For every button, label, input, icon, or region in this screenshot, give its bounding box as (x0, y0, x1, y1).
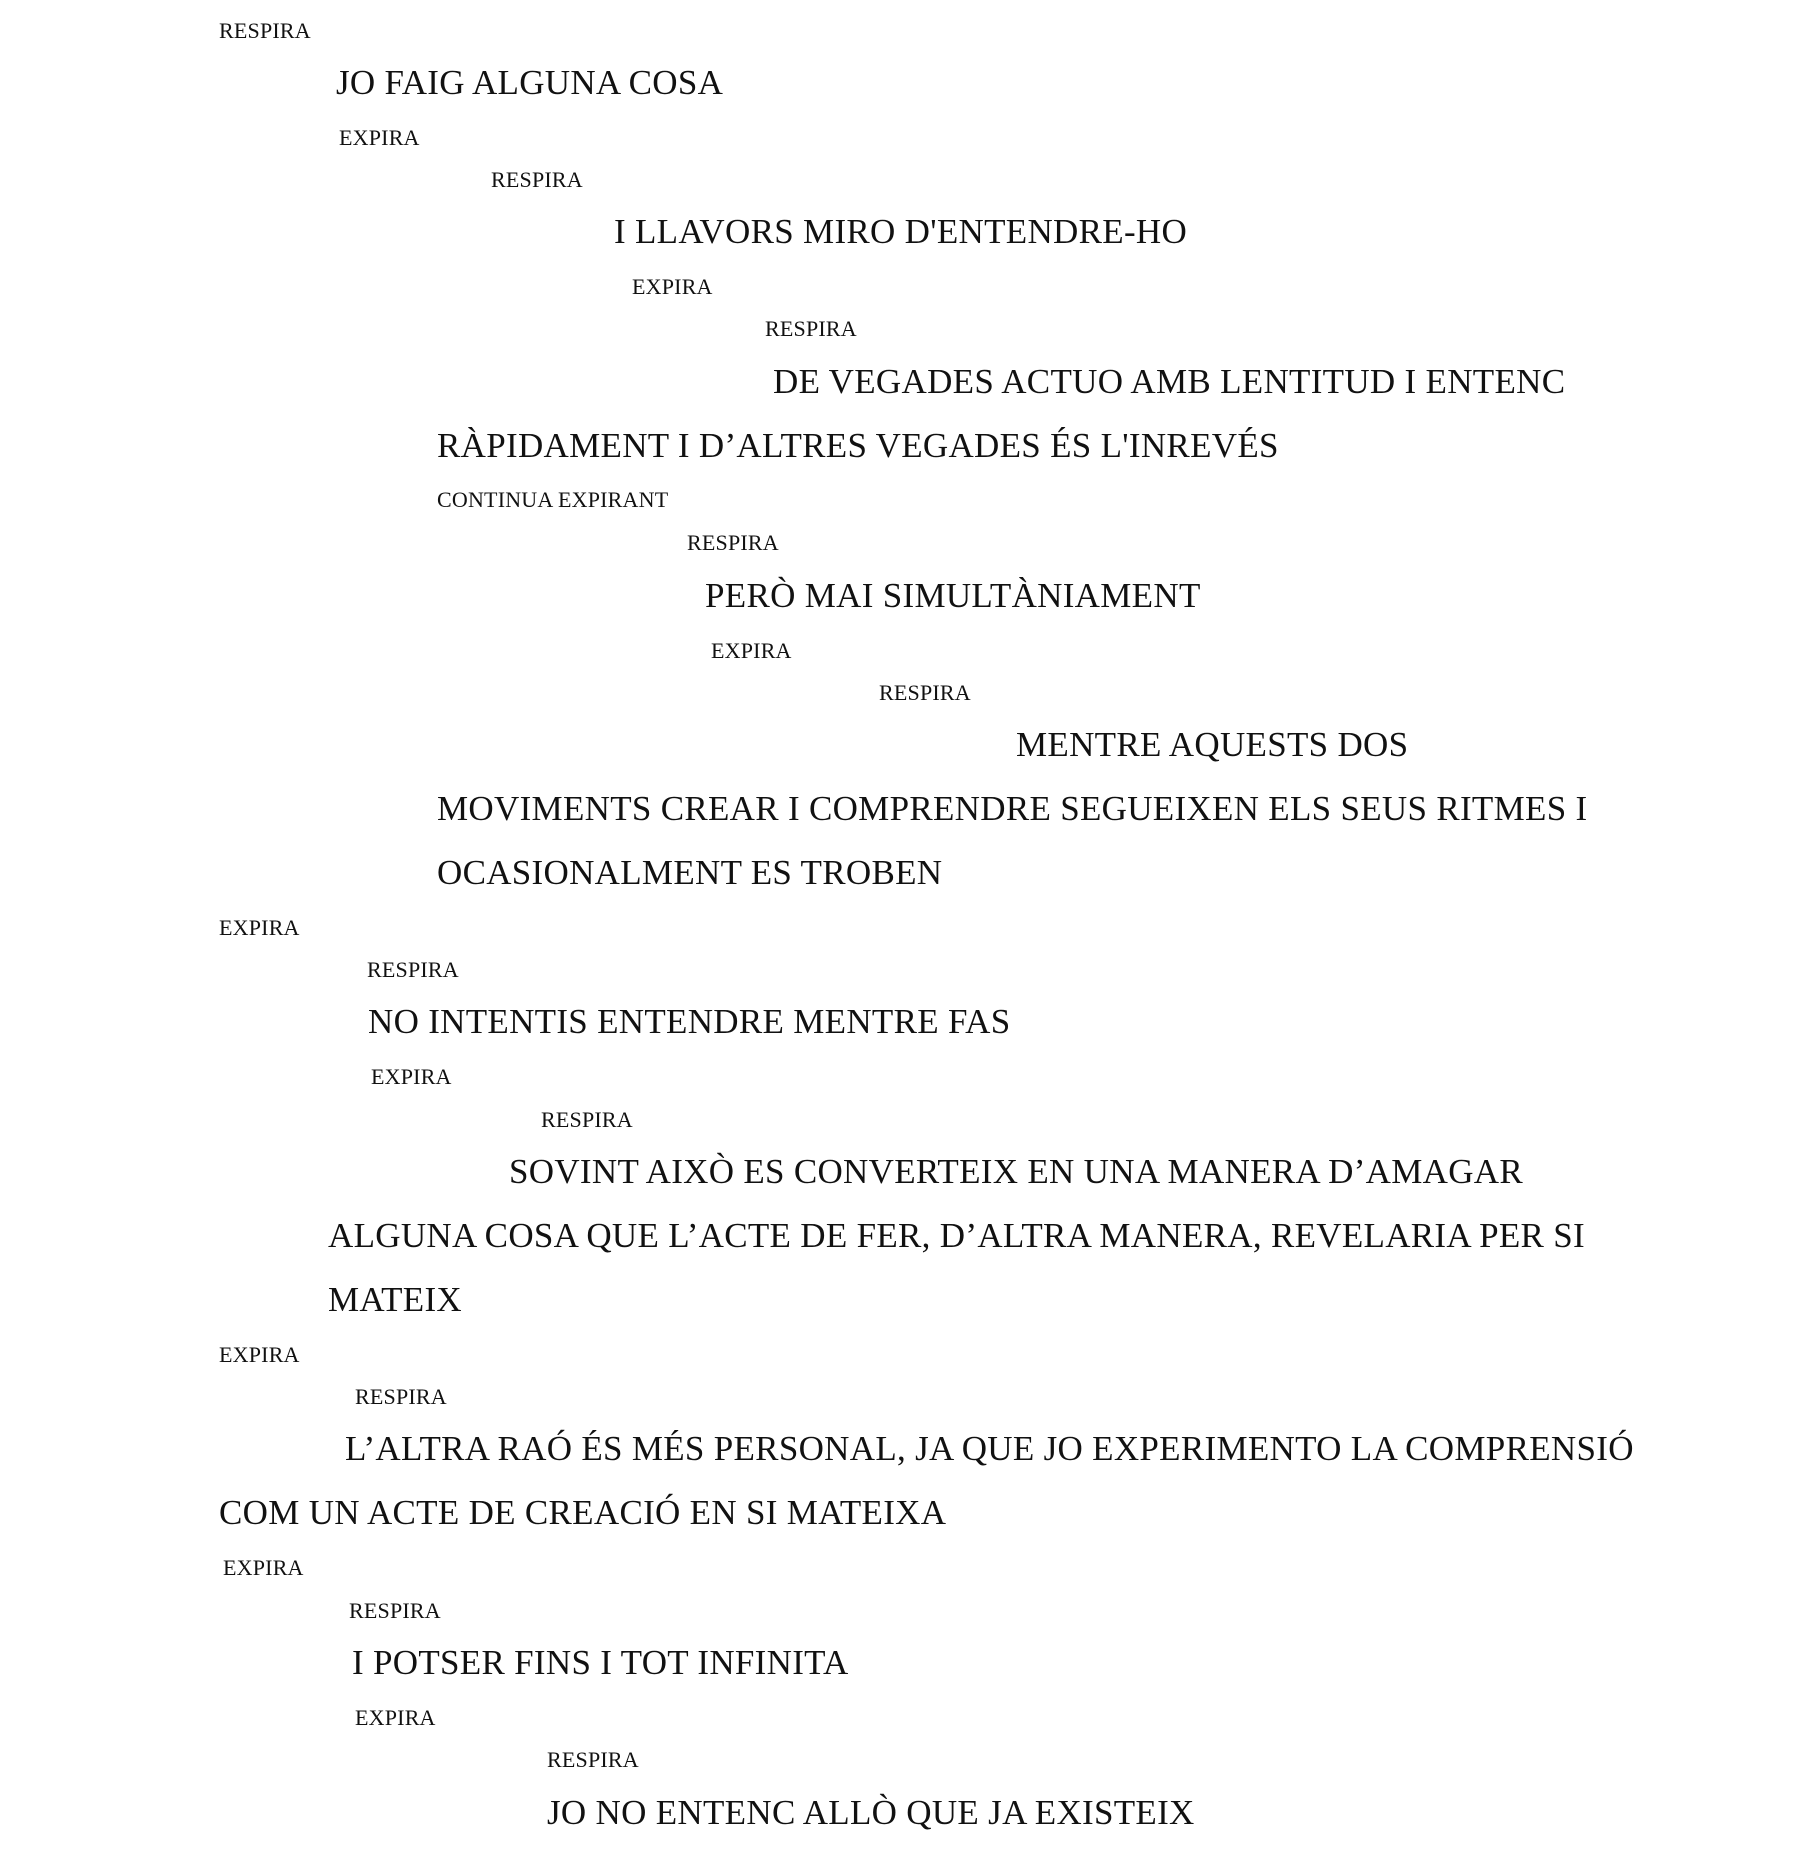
breath-cue-exhale: CONTINUA EXPIRANT (437, 487, 669, 512)
poem-line: PERÒ MAI SIMULTÀNIAMENT (705, 576, 1201, 615)
poem-line: JO FAIG ALGUNA COSA (336, 63, 724, 102)
breath-cue-inhale: RESPIRA (491, 167, 583, 192)
poem-line: MATEIX (328, 1280, 463, 1319)
breath-cue-exhale: EXPIRA (339, 125, 420, 150)
breath-cue-inhale: RESPIRA (219, 18, 311, 43)
breath-cue-exhale: EXPIRA (371, 1064, 452, 1089)
breath-cue-inhale: RESPIRA (349, 1598, 441, 1623)
breath-cue-inhale: RESPIRA (541, 1107, 633, 1132)
breath-cue-inhale: RESPIRA (765, 316, 857, 341)
breath-cue-inhale: RESPIRA (879, 680, 971, 705)
poem-line: SOVINT AIXÒ ES CONVERTEIX EN UNA MANERA D’AMAGAR (509, 1152, 1524, 1191)
poem-line: RÀPIDAMENT I D’ALTRES VEGADES ÉS L'INREVÉS (437, 426, 1279, 465)
breath-cue-inhale: RESPIRA (687, 530, 779, 555)
poem-line: OCASIONALMENT ES TROBEN (437, 853, 943, 892)
breath-cue-exhale: EXPIRA (711, 638, 792, 663)
poem-line: ALGUNA COSA QUE L’ACTE DE FER, D’ALTRA MANERA, REVELARIA PER SI (328, 1216, 1585, 1255)
breath-cue-exhale: EXPIRA (223, 1555, 304, 1580)
breath-cue-inhale: RESPIRA (547, 1747, 639, 1772)
poem-line: L’ALTRA RAÓ ÉS MÉS PERSONAL, JA QUE JO EXPERIMENTO LA COMPRENSIÓ (345, 1429, 1634, 1468)
breath-cue-exhale: EXPIRA (219, 1342, 300, 1367)
poem-line: MOVIMENTS CREAR I COMPRENDRE SEGUEIXEN ELS SEUS RITMES I (437, 789, 1588, 828)
poem-line: I LLAVORS MIRO D'ENTENDRE-HO (614, 212, 1188, 251)
poem-line: NO INTENTIS ENTENDRE MENTRE FAS (368, 1002, 1011, 1041)
poem-line: DE VEGADES ACTUO AMB LENTITUD I ENTENC (773, 362, 1566, 401)
poem-line: COM UN ACTE DE CREACIÓ EN SI MATEIXA (219, 1493, 947, 1532)
poem-line: MENTRE AQUESTS DOS (1016, 725, 1409, 764)
breath-cue-inhale: RESPIRA (367, 957, 459, 982)
poem-line: I POTSER FINS I TOT INFINITA (352, 1643, 849, 1682)
breath-cue-inhale: RESPIRA (355, 1384, 447, 1409)
breath-cue-exhale: EXPIRA (632, 274, 713, 299)
breath-cue-exhale: EXPIRA (355, 1705, 436, 1730)
poem-line: JO NO ENTENC ALLÒ QUE JA EXISTEIX (547, 1793, 1195, 1832)
breath-cue-exhale: EXPIRA (219, 915, 300, 940)
